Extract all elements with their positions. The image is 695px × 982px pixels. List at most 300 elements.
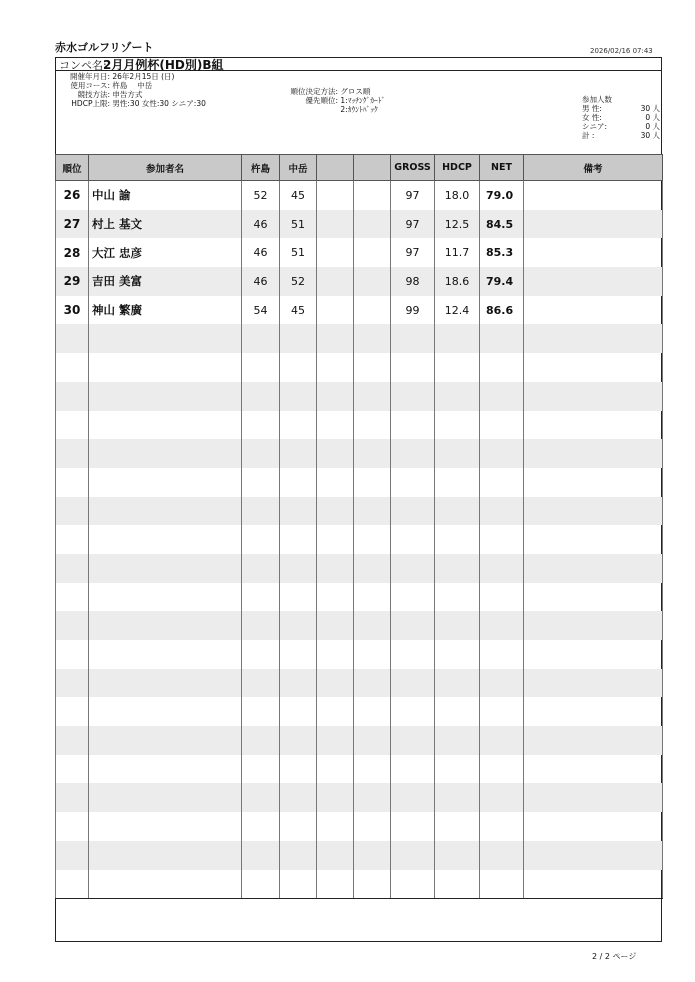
cell-empty	[524, 468, 663, 497]
cell-empty	[317, 525, 354, 554]
cell-empty	[354, 726, 391, 755]
cell-empty	[317, 812, 354, 841]
cell-empty	[56, 755, 89, 784]
cell-empty	[280, 497, 317, 526]
cell-empty	[89, 697, 242, 726]
priority-1: 優先順位: 1:ﾏｯﾁﾝｸﾞｶｰﾄﾞ	[305, 96, 386, 105]
cell-empty	[524, 841, 663, 870]
cell-gross: 97	[391, 210, 435, 239]
empty-row	[56, 755, 663, 784]
cell-empty	[435, 468, 480, 497]
cell-note	[524, 296, 663, 325]
table-header	[56, 155, 663, 181]
cell-empty	[391, 669, 435, 698]
col-note: 備考	[524, 155, 663, 181]
cell-empty	[280, 755, 317, 784]
cell-empty	[56, 382, 89, 411]
cell-empty	[354, 468, 391, 497]
cell-rank: 29	[56, 267, 89, 296]
cell-empty	[480, 870, 524, 899]
count-male: 男 性: 30 人	[582, 104, 660, 113]
cell-empty	[480, 497, 524, 526]
cell-empty	[56, 870, 89, 899]
cell-empty	[391, 812, 435, 841]
cell-rank: 27	[56, 210, 89, 239]
cell-empty	[280, 611, 317, 640]
cell-net: 86.6	[480, 296, 524, 325]
cell-empty	[242, 525, 280, 554]
cell-empty	[524, 812, 663, 841]
cell-empty	[89, 353, 242, 382]
cell-empty	[391, 324, 435, 353]
cell-empty	[317, 296, 354, 325]
cell-empty	[317, 640, 354, 669]
cell-empty	[391, 411, 435, 440]
cell-empty	[242, 439, 280, 468]
cell-empty	[354, 324, 391, 353]
ranking-info	[266, 87, 385, 114]
cell-empty	[317, 353, 354, 382]
cell-empty	[391, 783, 435, 812]
cell-empty	[56, 611, 89, 640]
cell-empty	[242, 755, 280, 784]
cell-empty	[317, 181, 354, 210]
table-row	[56, 210, 663, 239]
cell-empty	[242, 583, 280, 612]
cell-empty	[524, 583, 663, 612]
cell-gross: 97	[391, 238, 435, 267]
cell-empty	[524, 497, 663, 526]
col-name: 参加者名	[89, 155, 242, 181]
cell-empty	[89, 468, 242, 497]
print-timestamp: 2026/02/16 07:43	[590, 47, 653, 55]
cell-empty	[317, 439, 354, 468]
cell-empty	[242, 554, 280, 583]
cell-gross: 99	[391, 296, 435, 325]
cell-out: 46	[242, 267, 280, 296]
cell-empty	[480, 353, 524, 382]
cell-empty	[317, 210, 354, 239]
empty-row	[56, 697, 663, 726]
cell-empty	[317, 870, 354, 899]
info-line-date: 開催年月日: 26年2月15日 (日)	[69, 72, 175, 81]
cell-empty	[391, 468, 435, 497]
table-row	[56, 296, 663, 325]
col-gross: GROSS	[391, 155, 435, 181]
cell-empty	[480, 611, 524, 640]
cell-empty	[524, 783, 663, 812]
cell-empty	[354, 697, 391, 726]
cell-empty	[89, 411, 242, 440]
cell-empty	[280, 324, 317, 353]
empty-row	[56, 841, 663, 870]
cell-out: 52	[242, 181, 280, 210]
cell-empty	[524, 324, 663, 353]
cell-empty	[242, 611, 280, 640]
cell-empty	[89, 554, 242, 583]
cell-out: 46	[242, 210, 280, 239]
cell-empty	[242, 841, 280, 870]
page-number: 2 / 2 ページ	[592, 952, 637, 961]
cell-empty	[354, 439, 391, 468]
cell-note	[524, 181, 663, 210]
cell-gross: 97	[391, 181, 435, 210]
cell-in: 51	[280, 238, 317, 267]
cell-empty	[56, 726, 89, 755]
priority-2: 2:ｶｳﾝﾄﾊﾞｯｸ	[340, 105, 378, 114]
cell-empty	[435, 697, 480, 726]
cell-empty	[354, 267, 391, 296]
cell-empty	[317, 267, 354, 296]
cell-empty	[524, 697, 663, 726]
cell-empty	[280, 669, 317, 698]
cell-empty	[435, 353, 480, 382]
cell-empty	[435, 439, 480, 468]
cell-empty	[89, 583, 242, 612]
cell-net: 79.0	[480, 181, 524, 210]
empty-row	[56, 353, 663, 382]
cell-empty	[56, 411, 89, 440]
cell-empty	[56, 669, 89, 698]
cell-empty	[56, 841, 89, 870]
info-line-hdcp: HDCP上限: 男性:30 女性:30 シニア:30	[71, 99, 206, 108]
cell-empty	[89, 611, 242, 640]
cell-empty	[56, 783, 89, 812]
cell-empty	[242, 783, 280, 812]
count-female: 女 性: 0 人	[582, 113, 660, 122]
empty-row	[56, 411, 663, 440]
cell-hdcp: 18.6	[435, 267, 480, 296]
cell-empty	[435, 841, 480, 870]
cell-empty	[391, 640, 435, 669]
cell-empty	[354, 238, 391, 267]
cell-name: 大江 忠彦	[89, 238, 242, 267]
cell-empty	[242, 697, 280, 726]
cell-empty	[89, 640, 242, 669]
cell-empty	[435, 640, 480, 669]
cell-empty	[317, 783, 354, 812]
col-in: 中岳	[280, 155, 317, 181]
cell-empty	[242, 870, 280, 899]
cell-empty	[354, 497, 391, 526]
empty-row	[56, 525, 663, 554]
cell-hdcp: 18.0	[435, 181, 480, 210]
cell-empty	[524, 640, 663, 669]
info-line-course: 使用コース: 杵島 中岳	[70, 81, 153, 90]
cell-empty	[89, 783, 242, 812]
cell-empty	[354, 755, 391, 784]
empty-row	[56, 640, 663, 669]
cell-empty	[391, 755, 435, 784]
cell-empty	[280, 353, 317, 382]
cell-empty	[317, 238, 354, 267]
cell-empty	[317, 669, 354, 698]
cell-empty	[317, 611, 354, 640]
cell-empty	[480, 669, 524, 698]
cell-empty	[242, 324, 280, 353]
empty-row	[56, 583, 663, 612]
cell-empty	[89, 669, 242, 698]
cell-empty	[435, 726, 480, 755]
cell-empty	[89, 525, 242, 554]
cell-gross: 98	[391, 267, 435, 296]
empty-row	[56, 439, 663, 468]
cell-empty	[435, 783, 480, 812]
empty-row	[56, 783, 663, 812]
cell-empty	[391, 382, 435, 411]
cell-empty	[56, 697, 89, 726]
cell-empty	[242, 353, 280, 382]
cell-empty	[354, 870, 391, 899]
cell-rank: 26	[56, 181, 89, 210]
cell-empty	[317, 382, 354, 411]
cell-empty	[480, 411, 524, 440]
cell-hdcp: 11.7	[435, 238, 480, 267]
cell-empty	[524, 726, 663, 755]
cell-empty	[524, 870, 663, 899]
cell-rank: 30	[56, 296, 89, 325]
cell-empty	[354, 382, 391, 411]
results-table	[55, 154, 663, 899]
empty-row	[56, 497, 663, 526]
cell-out: 46	[242, 238, 280, 267]
cell-empty	[391, 439, 435, 468]
cell-empty	[524, 411, 663, 440]
cell-empty	[480, 382, 524, 411]
cell-empty	[280, 439, 317, 468]
cell-hdcp: 12.5	[435, 210, 480, 239]
cell-note	[524, 238, 663, 267]
col-blank-1	[317, 155, 354, 181]
cell-empty	[480, 755, 524, 784]
cell-empty	[280, 525, 317, 554]
cell-empty	[280, 697, 317, 726]
cell-empty	[242, 669, 280, 698]
col-blank-2	[354, 155, 391, 181]
cell-empty	[480, 812, 524, 841]
ranking-method: 順位決定方法: グロス順	[290, 87, 371, 96]
cell-empty	[524, 353, 663, 382]
table-row	[56, 238, 663, 267]
cell-empty	[435, 669, 480, 698]
cell-empty	[89, 726, 242, 755]
cell-empty	[391, 870, 435, 899]
competition-label: コンペ名:	[59, 59, 107, 72]
cell-empty	[524, 382, 663, 411]
cell-empty	[480, 554, 524, 583]
cell-empty	[56, 324, 89, 353]
cell-empty	[391, 611, 435, 640]
cell-empty	[480, 841, 524, 870]
cell-empty	[280, 812, 317, 841]
cell-empty	[242, 382, 280, 411]
cell-empty	[56, 812, 89, 841]
table-row	[56, 267, 663, 296]
cell-empty	[435, 755, 480, 784]
cell-empty	[354, 181, 391, 210]
info-line-method: 競技方法: 申告方式	[77, 90, 143, 99]
competition-name: 2月月例杯(HD別)B組	[103, 58, 224, 72]
cell-empty	[89, 439, 242, 468]
cell-empty	[242, 497, 280, 526]
cell-empty	[435, 324, 480, 353]
cell-empty	[280, 870, 317, 899]
cell-note	[524, 210, 663, 239]
cell-empty	[480, 726, 524, 755]
cell-empty	[89, 497, 242, 526]
cell-empty	[354, 640, 391, 669]
empty-row	[56, 669, 663, 698]
empty-row	[56, 726, 663, 755]
cell-empty	[280, 554, 317, 583]
cell-empty	[354, 210, 391, 239]
cell-name: 神山 繁廣	[89, 296, 242, 325]
cell-empty	[480, 525, 524, 554]
cell-empty	[89, 841, 242, 870]
cell-empty	[354, 525, 391, 554]
cell-empty	[391, 497, 435, 526]
cell-empty	[480, 783, 524, 812]
cell-empty	[435, 525, 480, 554]
cell-empty	[354, 669, 391, 698]
empty-row	[56, 554, 663, 583]
cell-empty	[435, 554, 480, 583]
cell-empty	[480, 468, 524, 497]
cell-empty	[435, 411, 480, 440]
cell-empty	[435, 382, 480, 411]
cell-empty	[354, 583, 391, 612]
cell-empty	[480, 697, 524, 726]
cell-empty	[391, 554, 435, 583]
cell-in: 52	[280, 267, 317, 296]
col-net: NET	[480, 155, 524, 181]
cell-empty	[317, 726, 354, 755]
empty-row	[56, 382, 663, 411]
cell-out: 54	[242, 296, 280, 325]
cell-empty	[480, 439, 524, 468]
cell-empty	[391, 697, 435, 726]
cell-empty	[280, 468, 317, 497]
cell-empty	[317, 554, 354, 583]
cell-empty	[317, 583, 354, 612]
cell-in: 51	[280, 210, 317, 239]
count-total: 計 : 30 人	[582, 131, 660, 140]
cell-net: 85.3	[480, 238, 524, 267]
cell-empty	[280, 583, 317, 612]
cell-name: 村上 基文	[89, 210, 242, 239]
cell-empty	[317, 468, 354, 497]
col-rank: 順位	[56, 155, 89, 181]
cell-empty	[280, 382, 317, 411]
cell-empty	[391, 841, 435, 870]
table-body	[56, 181, 663, 899]
cell-empty	[354, 783, 391, 812]
cell-empty	[354, 554, 391, 583]
empty-row	[56, 611, 663, 640]
cell-hdcp: 12.4	[435, 296, 480, 325]
cell-empty	[56, 554, 89, 583]
cell-empty	[242, 726, 280, 755]
empty-row	[56, 324, 663, 353]
cell-empty	[317, 697, 354, 726]
cell-empty	[524, 755, 663, 784]
col-hdcp: HDCP	[435, 155, 480, 181]
empty-row	[56, 468, 663, 497]
cell-empty	[524, 554, 663, 583]
cell-empty	[89, 870, 242, 899]
cell-empty	[435, 812, 480, 841]
cell-empty	[280, 640, 317, 669]
cell-empty	[317, 497, 354, 526]
cell-empty	[354, 841, 391, 870]
empty-row	[56, 812, 663, 841]
cell-in: 45	[280, 296, 317, 325]
cell-empty	[354, 296, 391, 325]
cell-empty	[56, 525, 89, 554]
cell-empty	[435, 583, 480, 612]
cell-empty	[56, 468, 89, 497]
cell-empty	[89, 324, 242, 353]
cell-name: 吉田 美富	[89, 267, 242, 296]
cell-in: 45	[280, 181, 317, 210]
empty-row	[56, 870, 663, 899]
cell-empty	[280, 726, 317, 755]
cell-empty	[56, 353, 89, 382]
cell-empty	[354, 611, 391, 640]
cell-empty	[391, 583, 435, 612]
organization-name: 赤水ゴルフリゾート	[55, 41, 154, 54]
cell-empty	[242, 812, 280, 841]
cell-empty	[524, 611, 663, 640]
cell-empty	[89, 812, 242, 841]
cell-empty	[524, 525, 663, 554]
cell-empty	[354, 411, 391, 440]
cell-empty	[280, 841, 317, 870]
count-senior: シニア: 0 人	[582, 122, 660, 131]
col-out: 杵島	[242, 155, 280, 181]
cell-empty	[354, 812, 391, 841]
cell-empty	[391, 353, 435, 382]
participant-count	[582, 95, 660, 140]
cell-note	[524, 267, 663, 296]
event-info	[58, 72, 206, 108]
cell-net: 79.4	[480, 267, 524, 296]
cell-empty	[242, 468, 280, 497]
cell-empty	[317, 841, 354, 870]
cell-empty	[56, 439, 89, 468]
cell-empty	[317, 324, 354, 353]
cell-empty	[317, 755, 354, 784]
cell-empty	[480, 324, 524, 353]
cell-empty	[56, 497, 89, 526]
cell-empty	[56, 583, 89, 612]
cell-net: 84.5	[480, 210, 524, 239]
cell-empty	[280, 411, 317, 440]
cell-empty	[391, 726, 435, 755]
table-row	[56, 181, 663, 210]
cell-empty	[317, 411, 354, 440]
cell-empty	[524, 439, 663, 468]
participant-title: 参加人数	[582, 95, 612, 104]
cell-empty	[435, 870, 480, 899]
cell-empty	[242, 640, 280, 669]
cell-name: 中山 諭	[89, 181, 242, 210]
cell-empty	[391, 525, 435, 554]
cell-empty	[435, 497, 480, 526]
cell-empty	[435, 611, 480, 640]
cell-empty	[480, 640, 524, 669]
cell-rank: 28	[56, 238, 89, 267]
